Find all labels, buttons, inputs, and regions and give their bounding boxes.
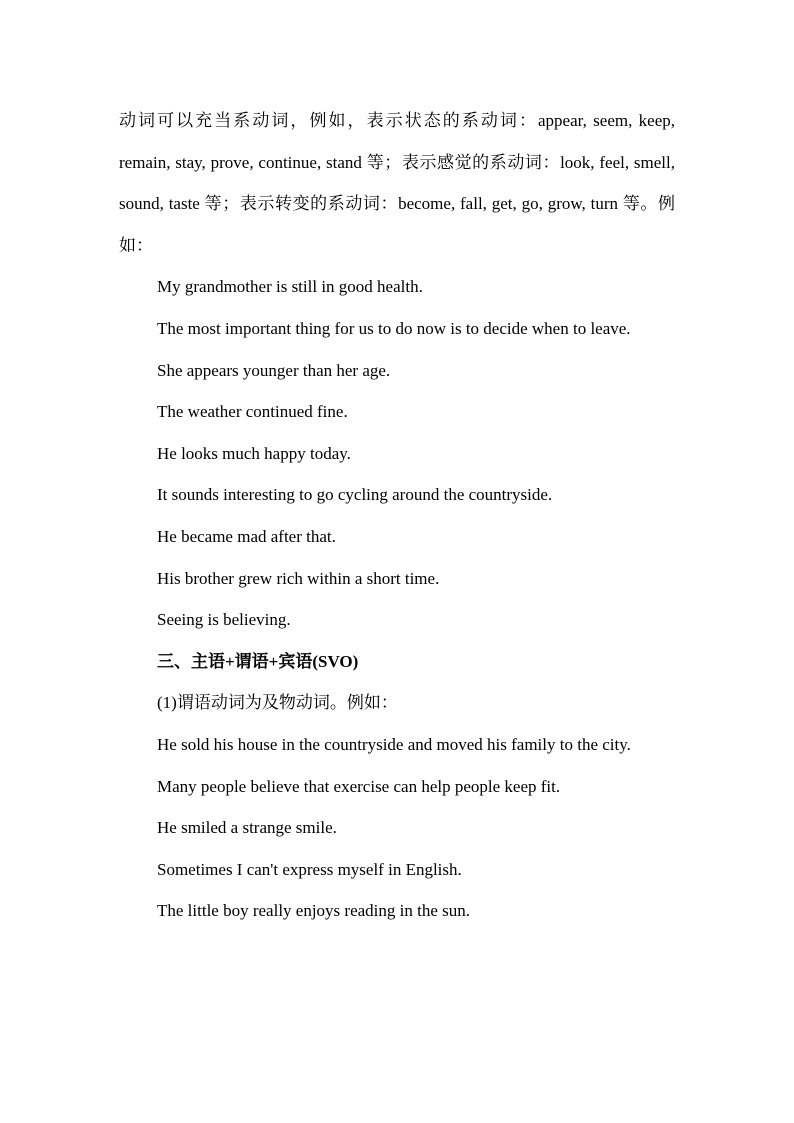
intro-paragraph: 动词可以充当系动词，例如，表示状态的系动词：appear, seem, keep, remain, stay, prove, continue, stand 等；表示感觉的系动词：look, feel, smell, sound, taste 等；表示转变的系动词：become, fall, get, go, grow, turn 等。例如： — [119, 111, 675, 255]
example-sentence: The weather continued fine. — [157, 402, 348, 422]
example-sentence: Sometimes I can't express myself in English. — [157, 859, 462, 879]
subsection-heading: (1)谓语动词为及物动词。例如： — [157, 693, 398, 713]
section-heading: 三、主语+谓语+宾语(SVO) — [157, 651, 359, 671]
example-sentence: Seeing is believing. — [157, 610, 291, 630]
document-body — [119, 100, 675, 932]
example-sentence: She appears younger than her age. — [157, 360, 391, 380]
example-sentence: He sold his house in the countryside and moved his family to the city. — [157, 734, 631, 754]
example-sentence: The little boy really enjoys reading in the sun. — [157, 901, 471, 921]
example-sentence: He smiled a strange smile. — [157, 818, 337, 838]
example-sentence: He looks much happy today. — [157, 443, 351, 463]
example-sentence: The most important thing for us to do now is to decide when to leave. — [157, 318, 631, 338]
example-sentence: My grandmother is still in good health. — [157, 277, 423, 297]
example-sentence: His brother grew rich within a short time. — [157, 568, 440, 588]
example-sentence: Many people believe that exercise can help people keep fit. — [157, 776, 561, 796]
example-sentence: He became mad after that. — [157, 526, 336, 546]
example-sentence: It sounds interesting to go cycling around the countryside. — [157, 485, 553, 505]
